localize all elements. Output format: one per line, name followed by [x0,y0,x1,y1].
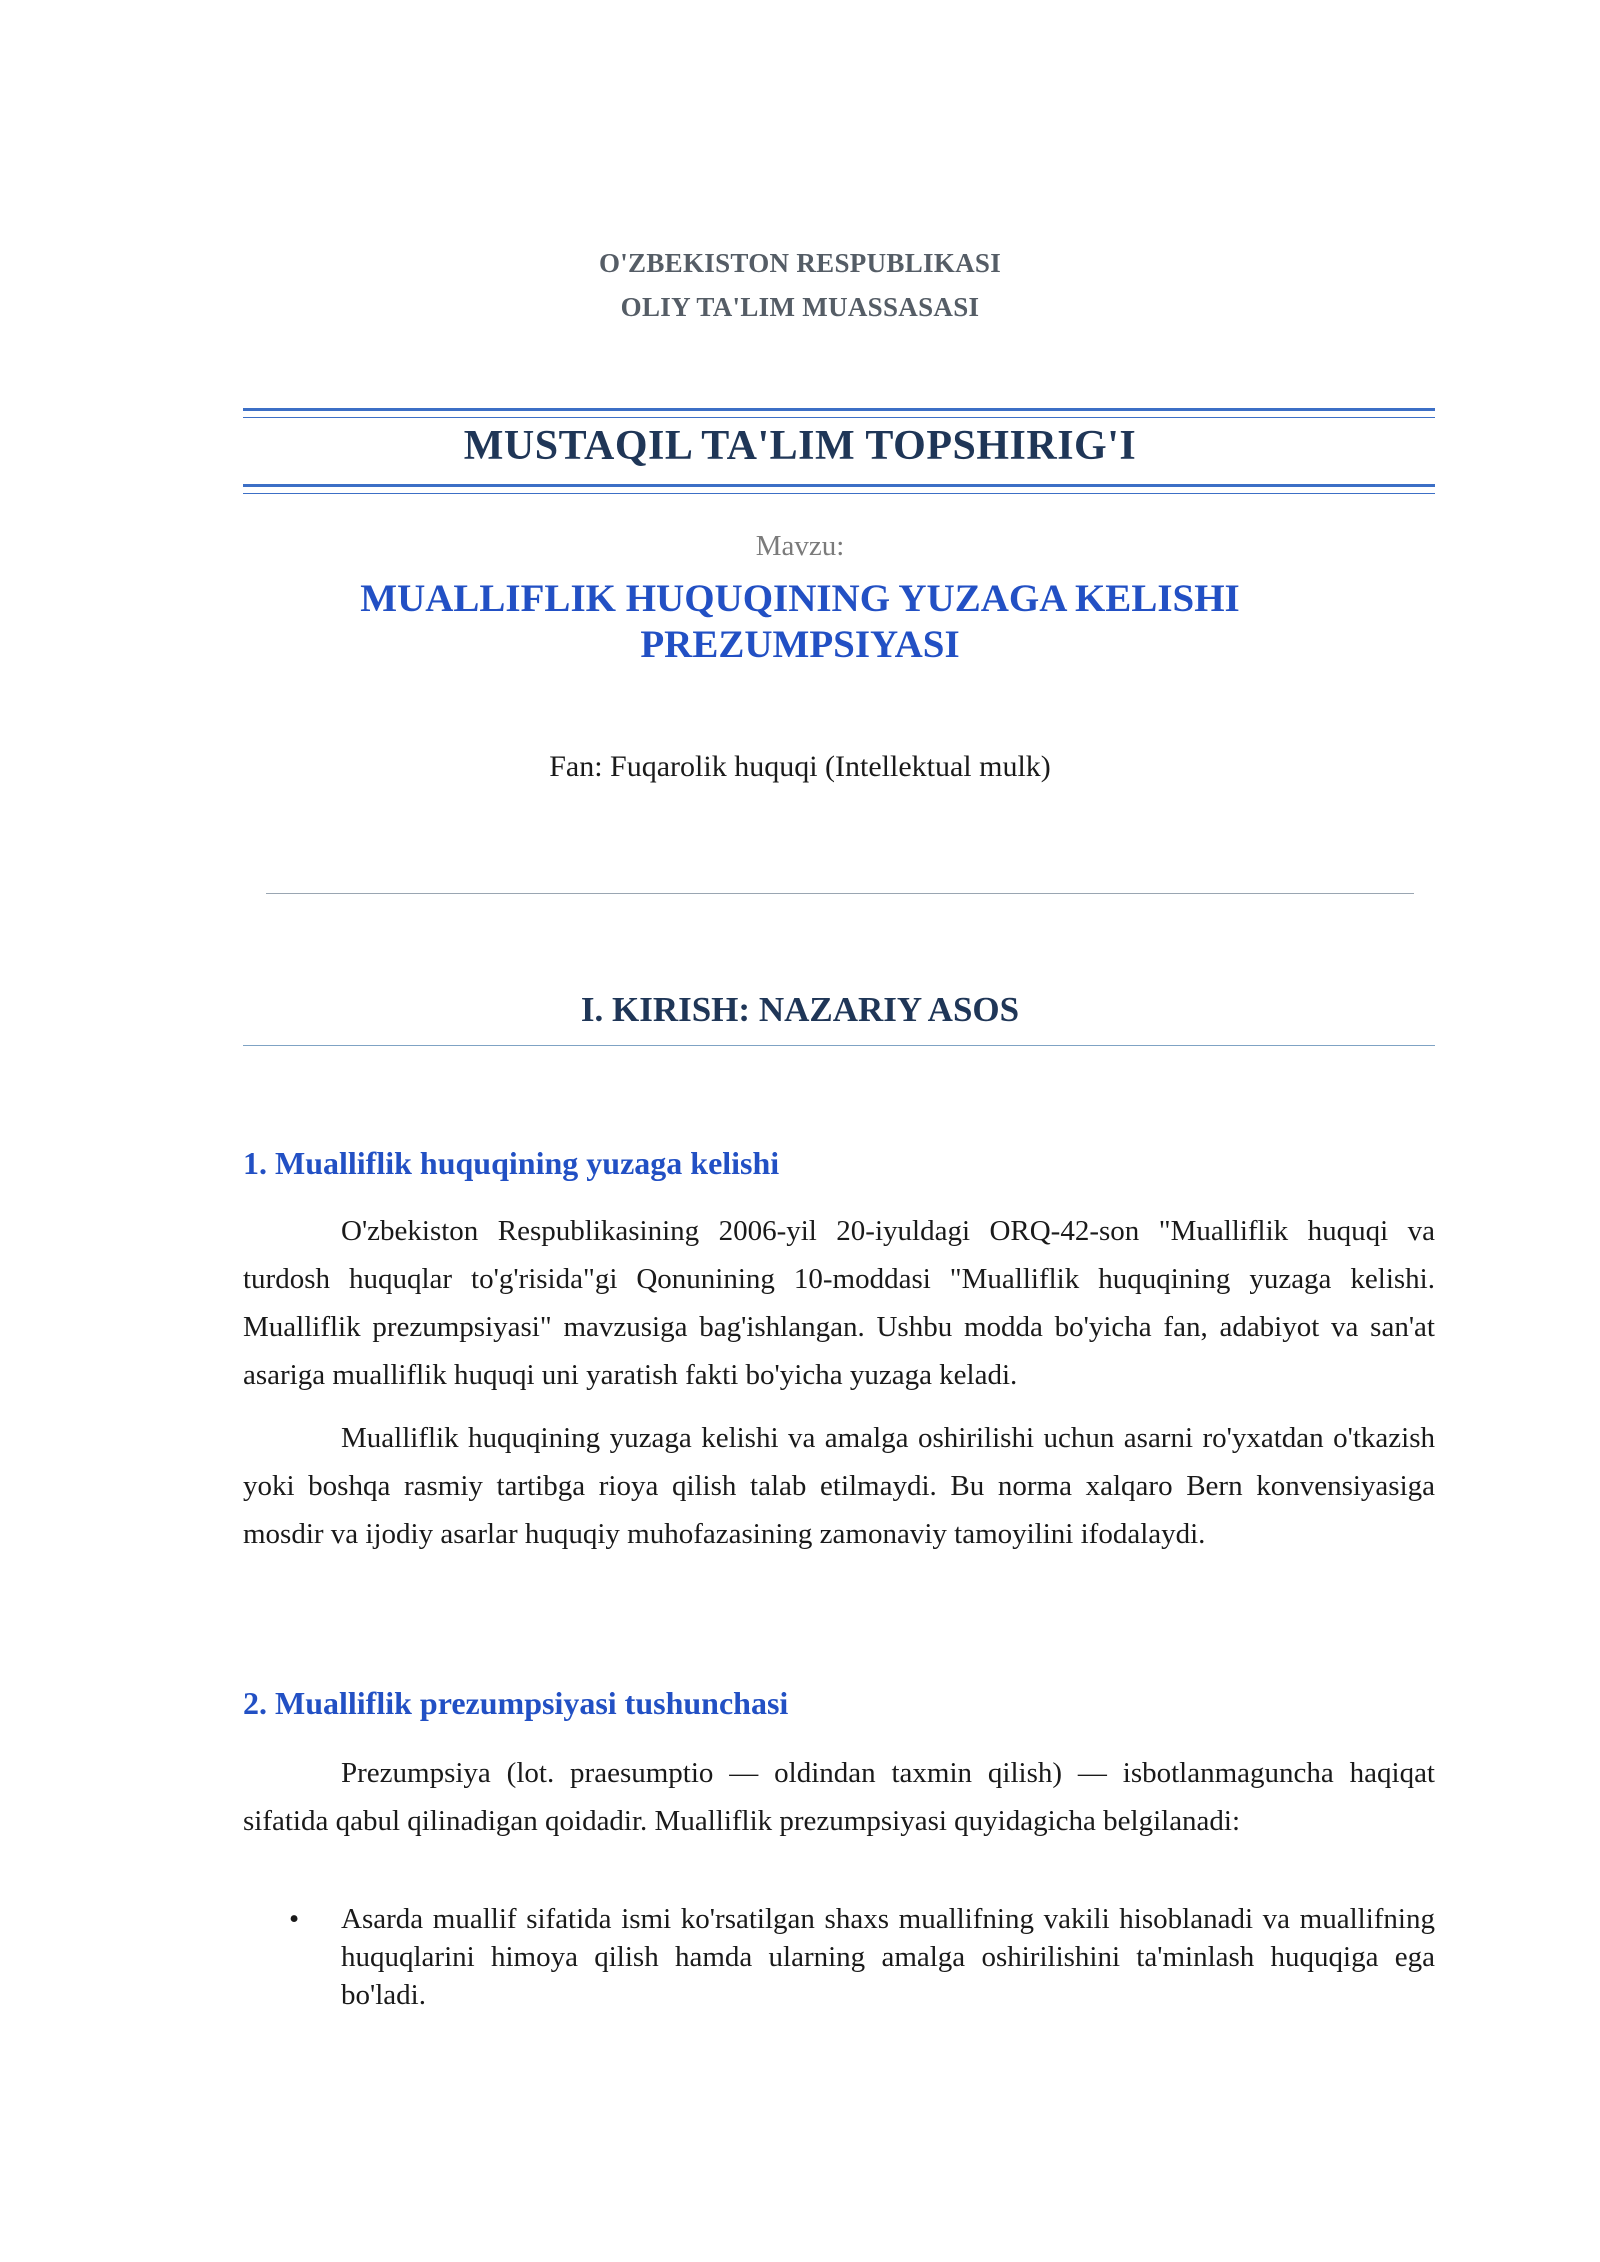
paragraph: Prezumpsiya (lot. praesumptio — oldindan taxmin qilish) — isbotlanmaguncha haqiqat sifatida qabul qilinadigan qoidadir. Mualliflik prezumpsiyasi quyidagicha belgilanadi: [243,1757,1435,1837]
list-item [243,1900,1435,2014]
bullet-list [243,1900,1435,2014]
country-header: O'ZBEKISTON RESPUBLIKASI [598,248,1002,278]
title-rule-top [243,408,1435,418]
section-rule [243,1045,1435,1046]
title-rule-bottom [243,484,1435,494]
document-title: MUSTAQIL TA'LIM TOPSHIRIG'I [463,423,1137,469]
subsection-heading: 1. Mualliflik huquqining yuzaga kelishi [243,1145,780,1181]
divider [266,893,1414,894]
list-item-text: Asarda muallif sifatida ismi ko'rsatilgan shaxs muallifning vakili hisoblanadi va muallifning huquqlarini himoya qilish hamda ularning amalga oshirilishini ta'minlash huquqiga ega bo'ladi. [341,1903,1435,2011]
paragraph: Mualliflik huquqining yuzaga kelishi va amalga oshirilishi uchun asarni ro'yxatdan o'tkazish yoki boshqa rasmiy tartibga rioya qilish talab etilmaydi. Bu norma xalqaro Bern konvensiyasiga mosdir va ijodiy asarlar huquqiy muhofazasining zamonaviy tamoyilini ifodalaydi. [243,1422,1435,1550]
section-title: I. KIRISH: NAZARIY ASOS [580,990,1020,1029]
topic-label: Mavzu: [755,530,845,562]
bullet-marker: • [289,1903,300,1935]
subsection-heading: 2. Mualliflik prezumpsiyasi tushunchasi [243,1685,789,1721]
paragraph: O'zbekiston Respublikasining 2006-yil 20-iyuldagi ORQ-42-son "Mualliflik huquqi va turdosh huquqlar to'g'risida"gi Qonunining 10-moddasi "Mualliflik huquqining yuzaga kelishi. Mualliflik prezumpsiyasi" mavzusiga bag'ishlangan. Ushbu modda bo'yicha fan, adabiyot va san'at asariga mualliflik huquqi uni yaratish fakti bo'yicha yuzaga keladi. [243,1215,1435,1391]
topic-title: MUALLIFLIK HUQUQINING YUZAGA KELISHI PREZUMPSIYASI [360,577,1240,666]
subject-line: Fan: Fuqarolik huquqi (Intellektual mulk) [549,750,1051,783]
institution-header: OLIY TA'LIM MUASSASASI [620,292,980,322]
